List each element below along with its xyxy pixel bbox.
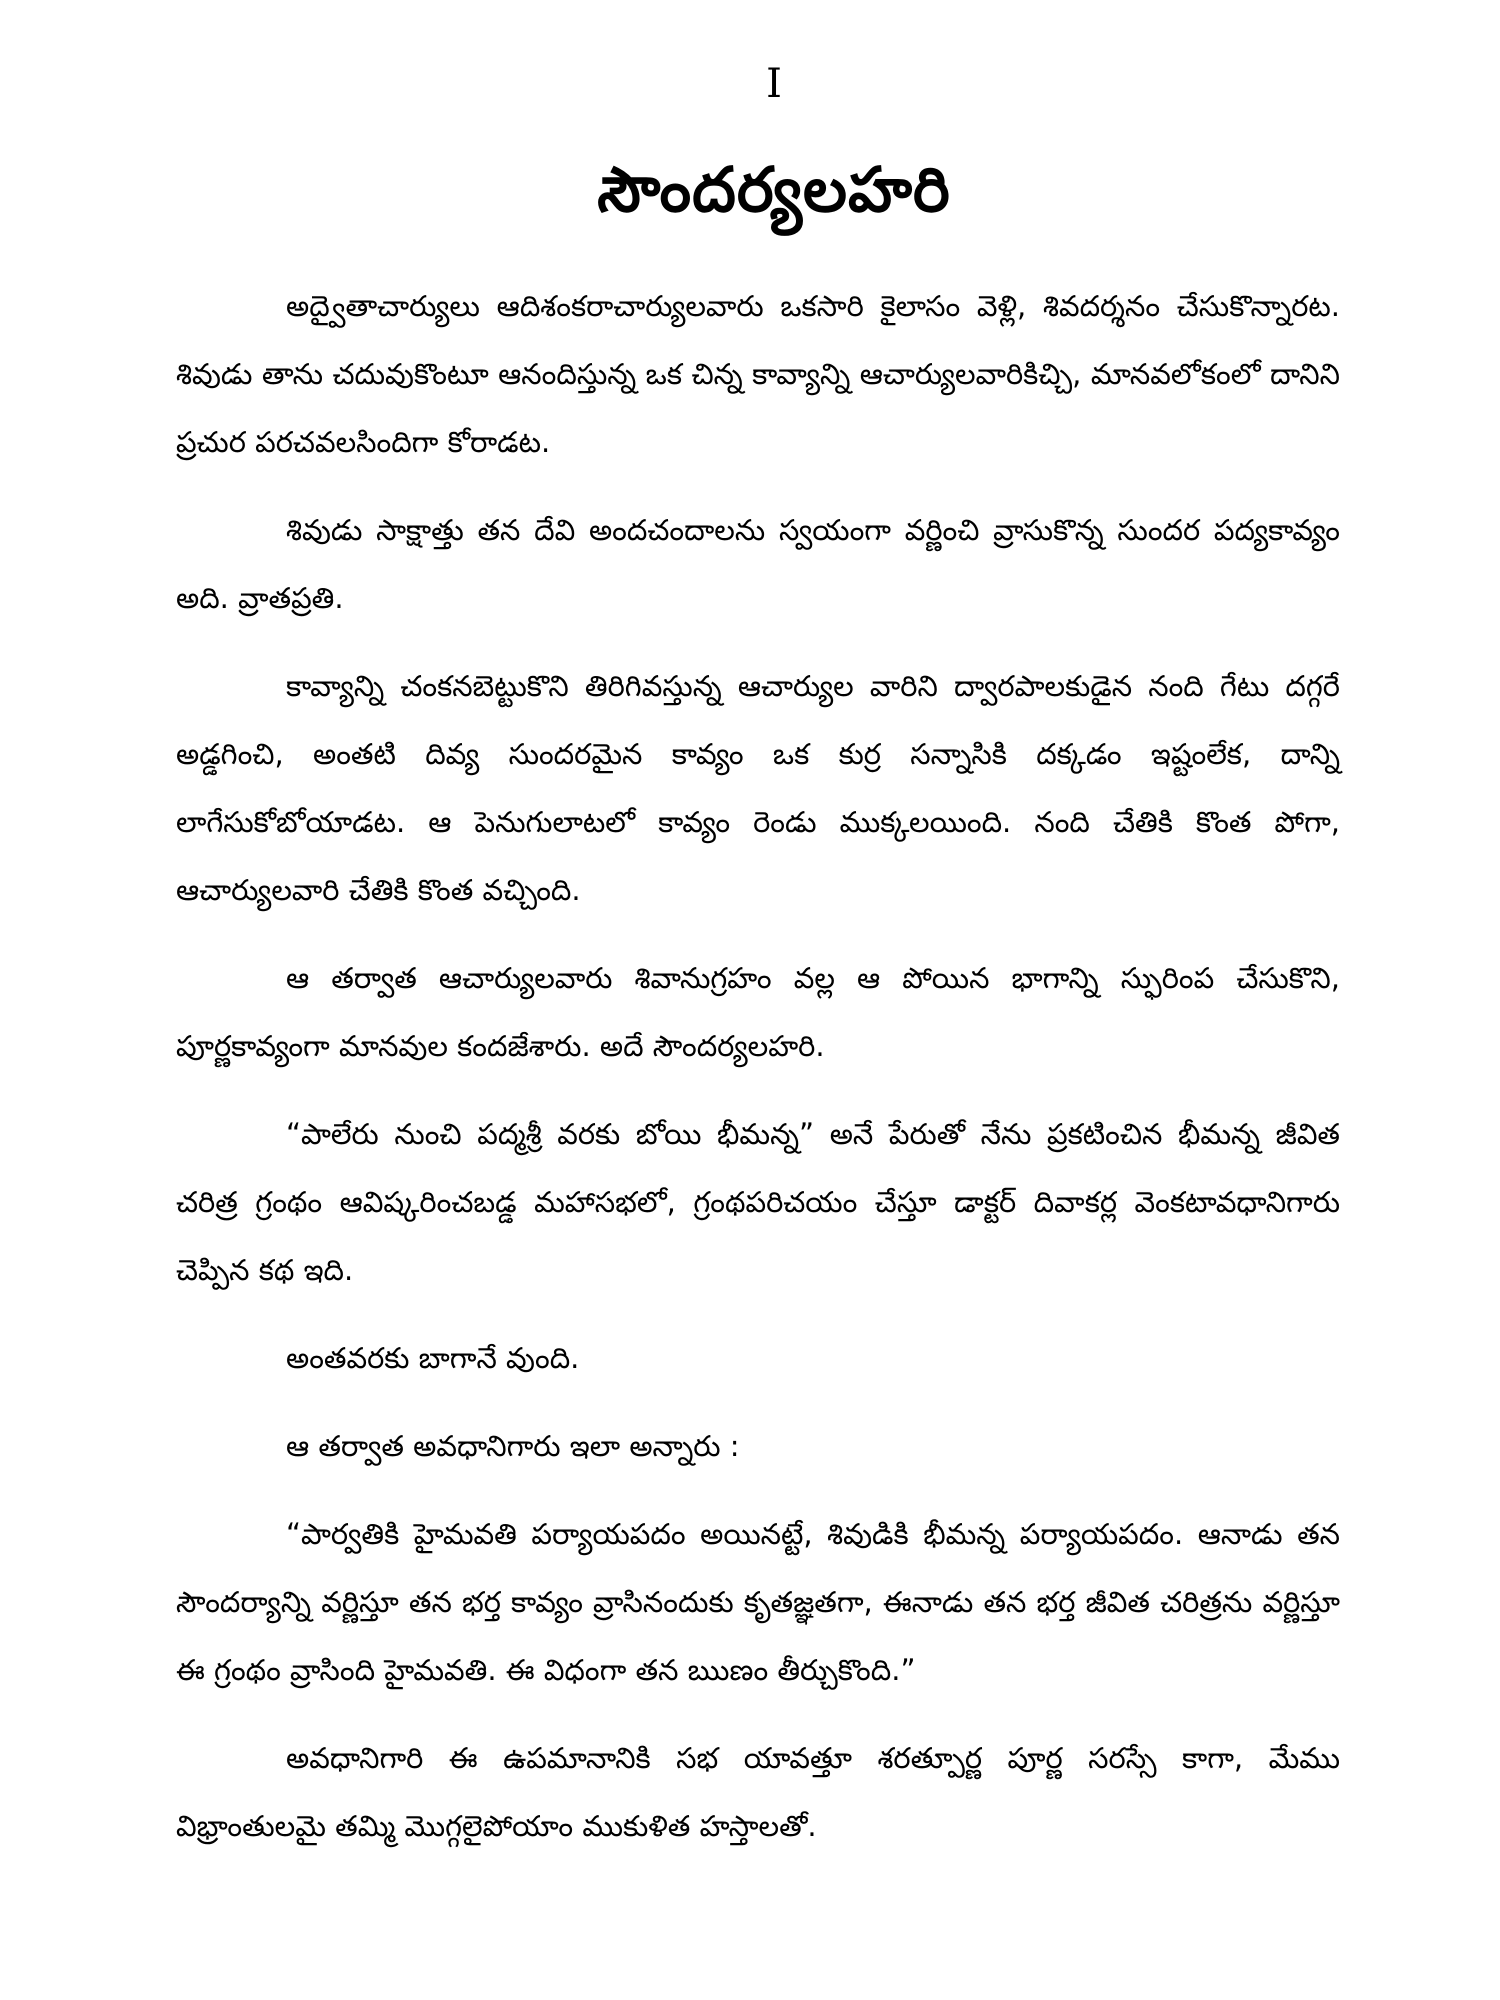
page-number: I	[766, 61, 782, 107]
paragraph-8: “పార్వతికి హైమవతి పర్యాయపదం అయినట్టే, శివుడికి భీమన్న పర్యాయపదం. ఆనాడు తన సౌందర్యాన్ని వర్ణిస్తూ తన భర్త కావ్యం వ్రాసినందుకు కృతజ్ఞతగా, ఈనాడు తన భర్త జీవిత చరిత్రను వర్ణిస్తూ ఈ గ్రంథం వ్రాసింది హైమవతి. ఈ విధంగా తన ఋణం తీర్చుకొంది.”	[176, 1517, 1340, 1687]
paragraph-1: అద్వైతాచార్యులు ఆదిశంకరాచార్యులవారు ఒకసారి కైలాసం వెళ్లి, శివదర్శనం చేసుకొన్నారట. శివుడు తాను చదువుకొంటూ ఆనందిస్తున్న ఒక చిన్న కావ్యాన్ని ఆచార్యులవారికిచ్చి, మానవలోకంలో దానిని ప్రచుర పరచవలసిందిగా కోరాడట.	[176, 289, 1340, 459]
paragraph-4: ఆ తర్వాత ఆచార్యులవారు శివానుగ్రహం వల్ల ఆ పోయిన భాగాన్ని స్ఫురింప చేసుకొని, పూర్ణకావ్యంగా మానవుల కందజేశారు. అదే సౌందర్యలహరి.	[176, 961, 1340, 1063]
paragraph-3: కావ్యాన్ని చంకనబెట్టుకొని తిరిగివస్తున్న ఆచార్యుల వారిని ద్వారపాలకుడైన నంది గేటు దగ్గరే అడ్డగించి, అంతటి దివ్య సుందరమైన కావ్యం ఒక కుర్ర సన్నాసికి దక్కడం ఇష్టంలేక, దాన్ని లాగేసుకోబోయాడట. ఆ పెనుగులాటలో కావ్యం రెండు ముక్కలయింది. నంది చేతికి కొంత పోగా, ఆచార్యులవారి చేతికి కొంత వచ్చింది.	[176, 669, 1340, 907]
chapter-title: సౌందర్యలహరి	[597, 153, 951, 226]
body-text	[176, 272, 1340, 1860]
paragraph-7: ఆ తర్వాత అవధానిగారు ఇలా అన్నారు :	[286, 1429, 740, 1463]
paragraph-5: “పాలేరు నుంచి పద్మశ్రీ వరకు బోయి భీమన్న” అనే పేరుతో నేను ప్రకటించిన భీమన్న జీవిత చరిత్ర గ్రంథం ఆవిష్కరించబడ్డ మహాసభలో, గ్రంథపరిచయం చేస్తూ డాక్టర్ దివాకర్ల వెంకటావధానిగారు చెప్పిన కథ ఇది.	[176, 1117, 1340, 1287]
paragraph-2: శివుడు సాక్షాత్తు తన దేవి అందచందాలను స్వయంగా వర్ణించి వ్రాసుకొన్న సుందర పద్యకావ్యం అది. వ్రాతప్రతి.	[176, 513, 1340, 615]
paragraph-6: అంతవరకు బాగానే వుంది.	[286, 1341, 580, 1375]
paragraph-9: అవధానిగారి ఈ ఉపమానానికి సభ యావత్తూ శరత్పూర్ణ పూర్ణ సరస్సే కాగా, మేము విభ్రాంతులమై తమ్మి మొగ్గలైపోయాం ముకుళిత హస్తాలతో.	[176, 1741, 1340, 1843]
